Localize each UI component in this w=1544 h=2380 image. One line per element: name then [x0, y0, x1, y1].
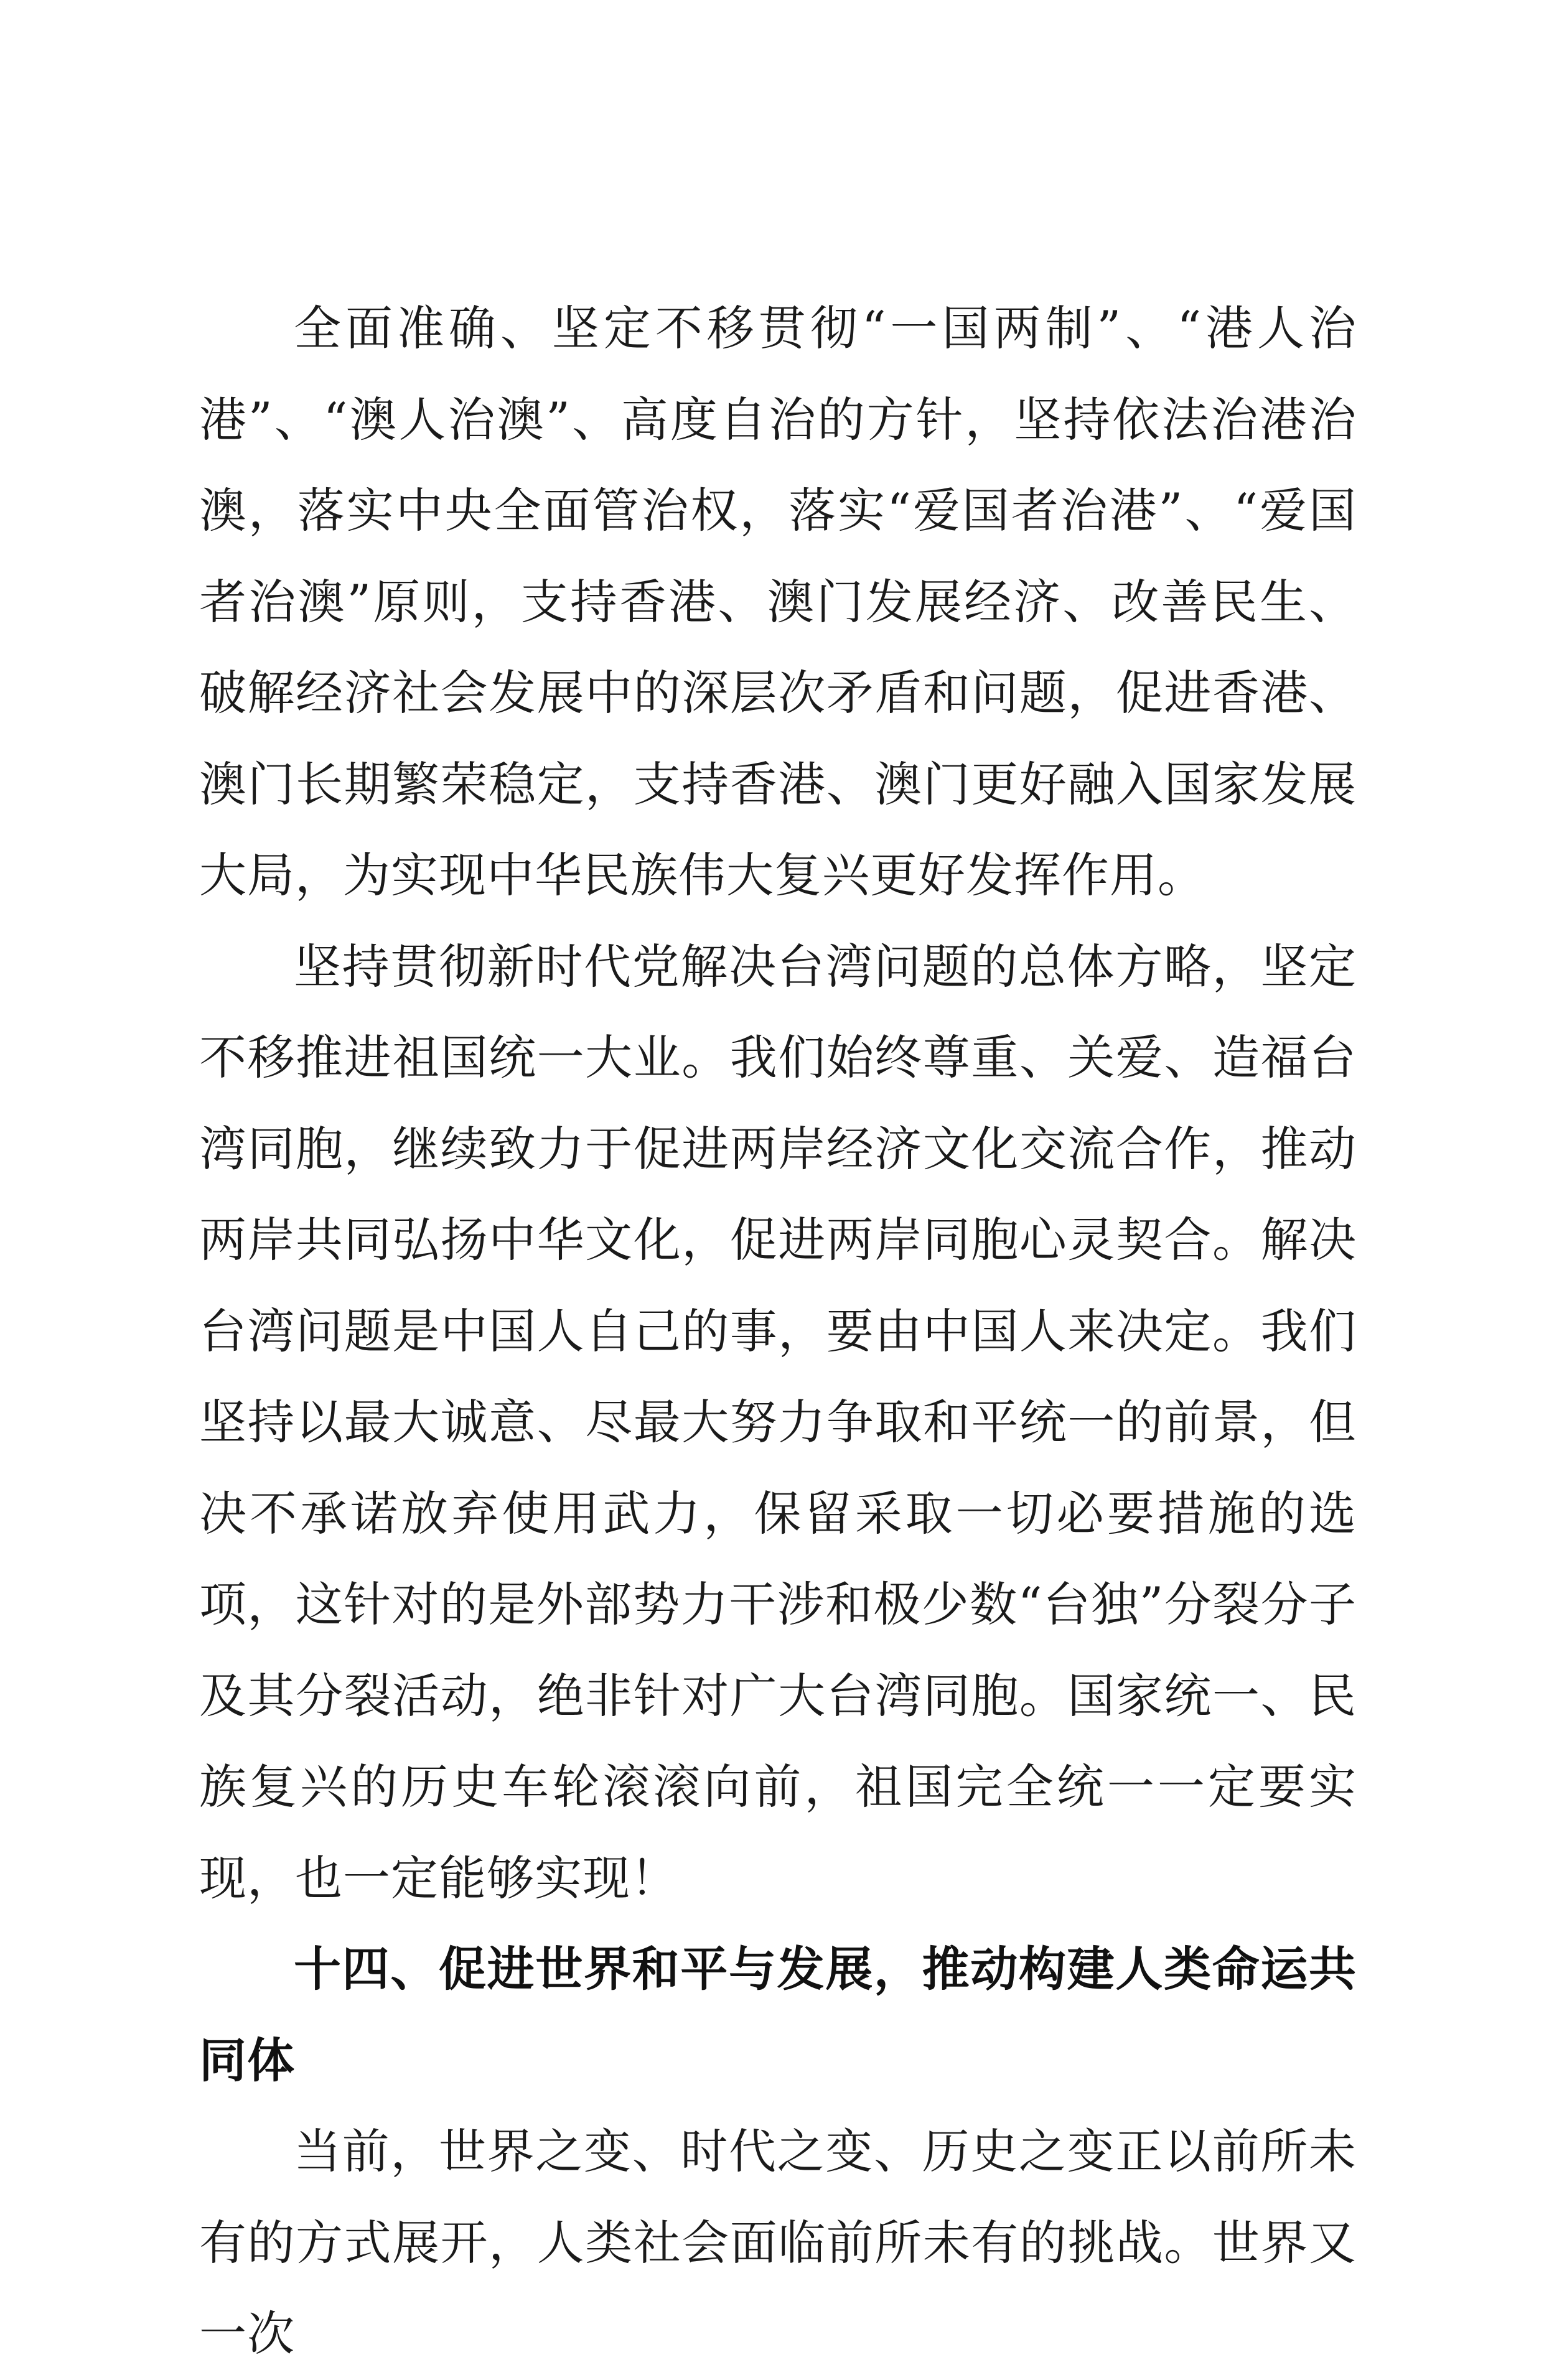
- paragraph-taiwan: 坚持贯彻新时代党解决台湾问题的总体方略，坚定不移推进祖国统一大业。我们始终尊重、关爱、造福台湾同胞，继续致力于促进两岸经济文化交流合作，推动两岸共同弘扬中华文化，促进两岸同胞心灵契合。解决台湾问题是中国人自己的事，要由中国人来决定。我们坚持以最大诚意、尽最大努力争取和平统一的前景，但决不承诺放弃使用武力，保留采取一切必要措施的选项，这针对的是外部势力干涉和极少数“台独”分裂分子及其分裂活动，绝非针对广大台湾同胞。国家统一、民族复兴的历史车轮滚滚向前，祖国完全统一一定要实现，也一定能够实现！: [199, 938, 1357, 1906]
- section-heading: 十四、促进世界和平与发展，推动构建人类命运共同体: [199, 1941, 1357, 2088]
- document-body: [199, 283, 1357, 2380]
- paragraph-world-changes: 当前，世界之变、时代之变、历史之变正以前所未有的方式展开，人类社会面临前所未有的挑战。世界又一次: [199, 2124, 1357, 2361]
- paragraph-hong-kong-macao: 全面准确、坚定不移贯彻“一国两制”、“港人治港”、“澳人治澳”、高度自治的方针，坚持依法治港治澳，落实中央全面管治权，落实“爱国者治港”、“爱国者治澳”原则，支持香港、澳门发展经济、改善民生、破解经济社会发展中的深层次矛盾和问题，促进香港、澳门长期繁荣稳定，支持香港、澳门更好融入国家发展大局，为实现中华民族伟大复兴更好发挥作用。: [199, 301, 1357, 903]
